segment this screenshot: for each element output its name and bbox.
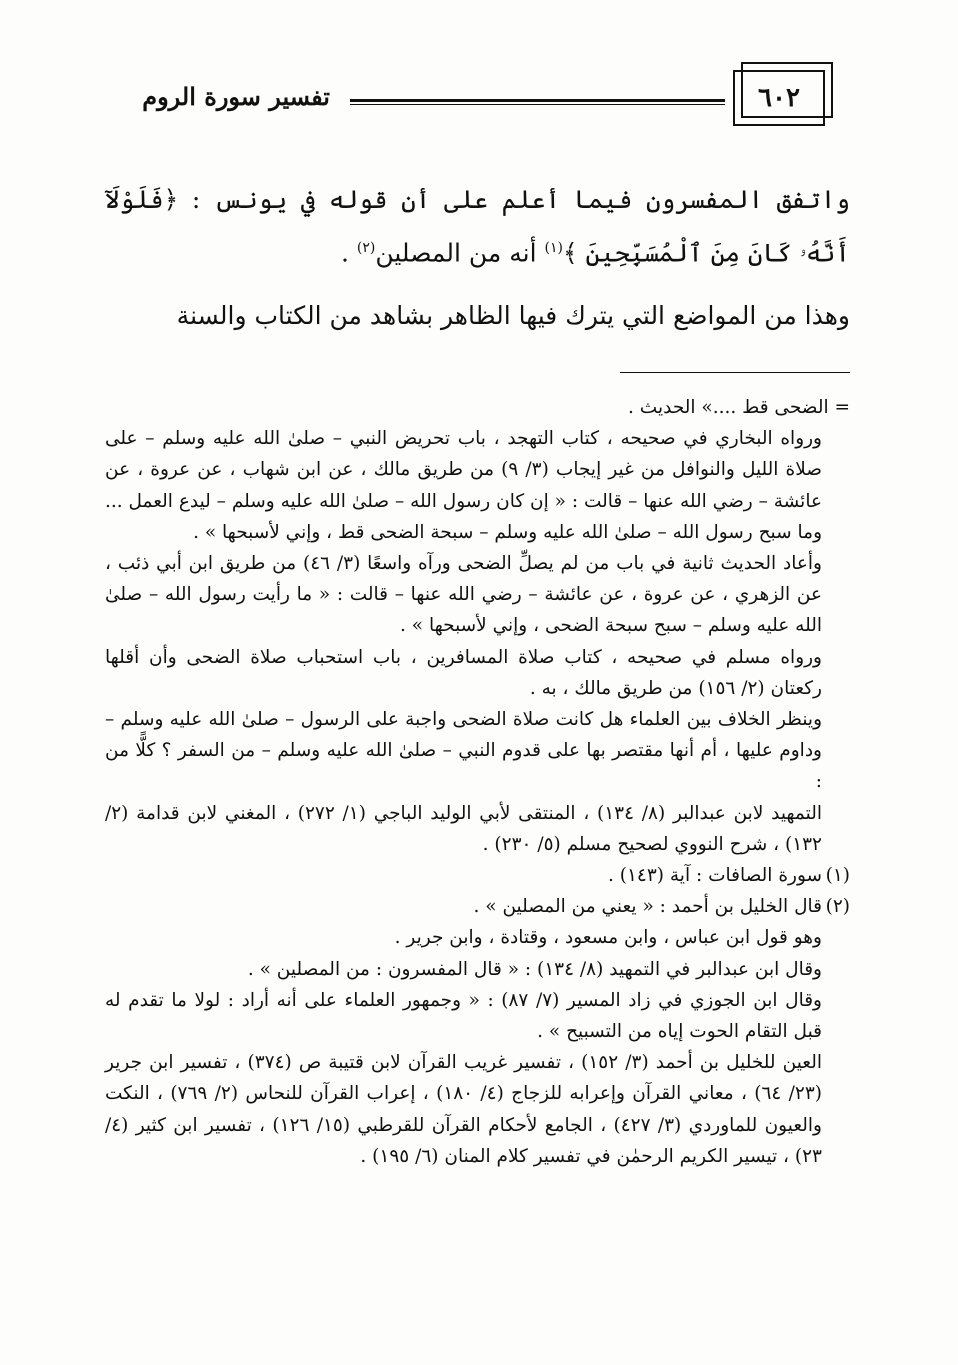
- main-paragraph-2: وهذا من المواضع التي يترك فيها الظاهر بشاهد من الكتاب والسنة: [176, 301, 850, 330]
- footnote-number: (١): [825, 865, 850, 887]
- footnote-continued-line: وأعاد الحديث ثانية في باب من لم يصلِّ الضحى ورآه واسعًا (٣/ ٤٦) من طريق ابن أبي ذئب ، عن الزهري ، عن عروة ، عن عائشة – رضي الله عنها – قالت : « ما رأيت رسول الله – صلىٰ الله عليه وسلم – سبح سبحة الضحى ، وإني لأسبحها » .: [105, 553, 822, 637]
- footnote-separator: [620, 372, 850, 373]
- footnote-text: سورة الصافات : آية (١٤٣) .: [607, 865, 822, 887]
- footnote-continued-line: ورواه البخاري في صحيحه ، كتاب التهجد ، باب تحريض النبي – صلىٰ الله عليه وسلم – على صلاة الليل والنوافل من غير إيجاب (٣/ ٩) من طريق مالك ، عن ابن شهاب ، عن عروة ، عن عائشة – رضي الله عنها – قالت : « إن كان رسول الله – صلىٰ الله عليه وسلم – ليدع العمل ... وما سبح رسول الله – صلىٰ الله عليه وسلم – سبحة الضحى قط ، وإني لأسبحها » .: [105, 428, 822, 543]
- footnote-line: وقال ابن الجوزي في زاد المسير (٧/ ٨٧) : « وجمهور العلماء على أنه أراد : لولا ما تقدم له قبل التقام الحوت إياه من التسبيح » .: [105, 989, 822, 1043]
- footnote-line: وقال ابن عبدالبر في التمهيد (٨/ ١٣٤) : « قال المفسرون : من المصلين » .: [247, 958, 822, 980]
- main-text: واتفق المفسرون فيما أعلم على أن قوله في يونس : ﴿فَلَوْلَآ أَنَّهُۥ كَانَ مِنَ ٱلْمُسَبِّحِينَ ﴾: [105, 185, 850, 268]
- footnote-line: العين للخليل بن أحمد (٣/ ١٥٢) ، تفسير غريب القرآن لابن قتيبة ص (٣٧٤) ، تفسير ابن جرير (٢٣/ ٦٤) ، معاني القرآن وإعرابه للزجاج (٤/ ١٨٠) ، إعراب القرآن للنحاس (٢/ ٧٦٩) ، النكت والعيون للماوردي (٣/ ٤٢٧) ، الجامع لأحكام القرآن للقرطبي (١٥/ ١٢٦) ، تفسير ابن كثير (٤/ ٢٣) ، تيسير الكريم الرحمٰن في تفسير كلام المنان (٦/ ١٩٥) .: [105, 1052, 822, 1167]
- running-title: تفسير سورة الروم: [142, 82, 330, 111]
- footnote-continued-line: ورواه مسلم في صحيحه ، كتاب صلاة المسافرين ، باب استحباب صلاة الضحى وأن أقلها ركعتان (٢/ ١٥٦) من طريق مالك ، به .: [105, 646, 822, 699]
- footnote-ref-2: (٢): [356, 240, 376, 256]
- footnotes: [105, 392, 850, 1172]
- footnote-1: [105, 860, 850, 891]
- footnote-line: وهو قول ابن عباس ، وابن مسعود ، وقتادة ، وابن جرير .: [394, 927, 822, 949]
- main-text-tail: أنه من المصلين: [375, 238, 545, 268]
- footnote-text: قال الخليل بن أحمد : « يعني من المصلين » .: [473, 896, 822, 918]
- main-paragraph-1: [105, 176, 850, 277]
- footnote-number: (٢): [825, 896, 850, 918]
- header-rule: [350, 99, 725, 105]
- footnote-continued-line: = الضحى قط ....» الحديث .: [628, 397, 850, 418]
- footnote-continued-line: التمهيد لابن عبدالبر (٨/ ١٣٤) ، المنتقى لأبي الوليد الباجي (١/ ٢٧٢) ، المغني لابن قدامة (٢/ ١٣٢) ، شرح النووي لصحيح مسلم (٥/ ٢٣٠) .: [105, 802, 822, 855]
- footnote-continued-line: وينظر الخلاف بين العلماء هل كانت صلاة الضحى واجبة على الرسول – صلىٰ الله عليه وسلم – وداوم عليها ، أم أنها مقتصر بها على قدوم النبي – صلىٰ الله عليه وسلم – من السفر ؟ كلًّا من :: [105, 709, 822, 793]
- page-number: ٦٠٢: [733, 70, 825, 126]
- main-text-end: .: [340, 238, 357, 268]
- footnote-ref-1: (١): [544, 240, 563, 256]
- footnote-2: [105, 891, 850, 922]
